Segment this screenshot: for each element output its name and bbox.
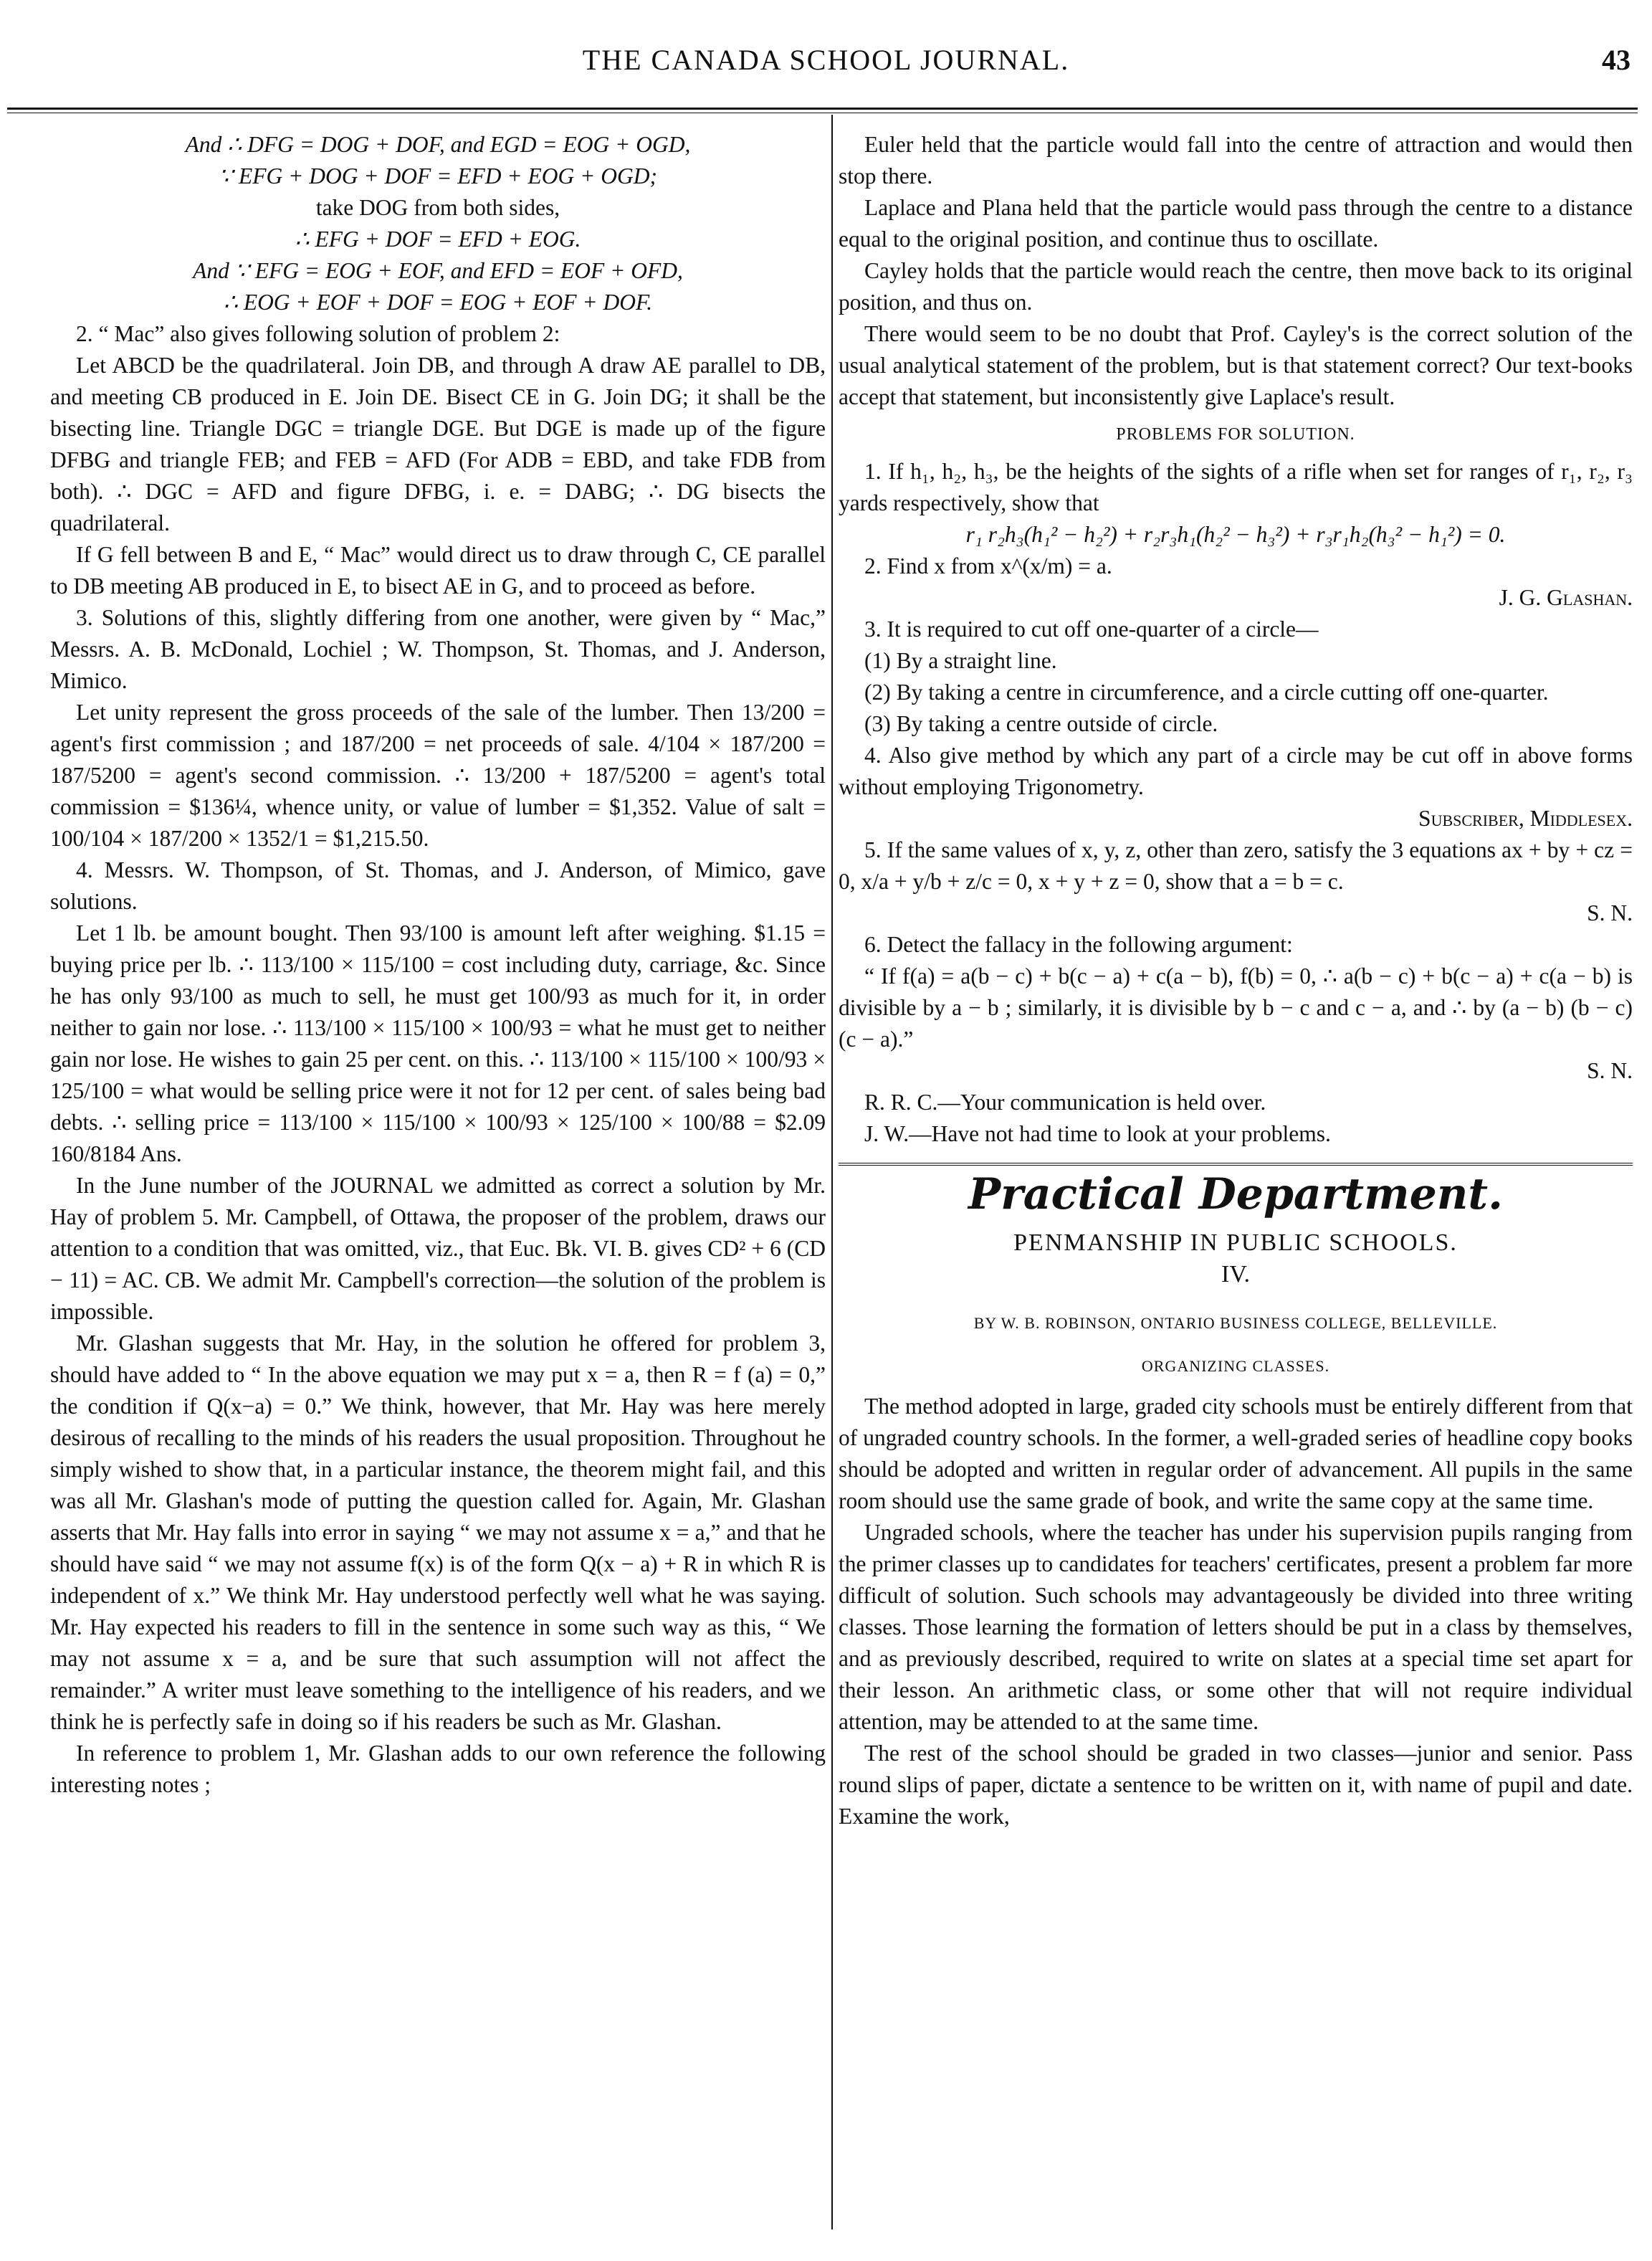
page-header — [0, 43, 1652, 86]
problem-2: 2. Find x from x^(x/m) = a. — [864, 553, 1112, 579]
equation-line: ∵ EFG + DOG + DOF = EFD + EOG + OGD; — [219, 163, 657, 189]
column-divider — [831, 115, 833, 2229]
problem-3-part: (1) By a straight line. — [864, 648, 1057, 673]
problem-5: 5. If the same values of x, y, z, other than zero, satisfy the 3 equations ax + by + cz = 0, x/a + y/b + z/c = 0, x + y + z = 0, show that a = b = c. — [839, 837, 1633, 894]
department-title: Practical Department. — [968, 1169, 1503, 1219]
byline: BY W. B. ROBINSON, ONTARIO BUSINESS COLLEGE, BELLEVILLE. — [973, 1314, 1498, 1332]
problem-4: 4. Also give method by which any part of a circle may be cut off in above forms without employing Trigonometry. — [839, 743, 1633, 799]
paragraph: In reference to problem 1, Mr. Glashan adds to our own reference the following interesting notes ; — [50, 1741, 826, 1797]
paragraph: The rest of the school should be graded in two classes—junior and senior. Pass round slips of paper, dictate a sentence to be written on it, with name of pupil and date. Examine the work, — [839, 1741, 1633, 1829]
subheading: ORGANIZING CLASSES. — [1141, 1357, 1330, 1375]
paragraph: Euler held that the particle would fall into the centre of attraction and would then stop there. — [839, 132, 1633, 189]
correspondent-note: J. W.—Have not had time to look at your problems. — [864, 1121, 1331, 1146]
page-number: 43 — [1602, 44, 1630, 76]
paragraph: Let 1 lb. be amount bought. Then 93/100 is amount left after weighing. $1.15 = buying price per lb. ∴ 113/100 × 115/100 = cost including duty, carriage, &c. Since he has only 93/100 as much to sell, he must get 100/93 as much for it, in order neither to gain nor lose. ∴ 113/100 × 115/100 × 100/93 = what he must get to neither gain nor lose. He wishes to gain 25 per cent. on this. ∴ 113/100 × 115/100 × 100/93 × 125/100 = what would be selling price were it not for 12 per cent. of sales being bad debts. ∴ selling price = 113/100 × 115/100 × 100/93 × 125/100 × 100/88 = $2.09 160/8184 Ans. — [50, 920, 826, 1166]
paragraph: Mr. Glashan suggests that Mr. Hay, in the solution he offered for problem 3, should have added to “ In the above equation we may put x = a, then R = f (a) = 0,” the condition if Q(x−a) = 0.” We think, however, that Mr. Hay was here merely desirous of recalling to the minds of his readers the usual proposition. Throughout he simply wished to show that, in a particular instance, the theorem might fail, and this was all Mr. Glashan's mode of putting the question called for. Again, Mr. Glashan asserts that Mr. Hay falls into error in saying “ we may not assume x = a,” and that he should have said “ we may not assume f(x) is of the form Q(x − a) + R in which R is independent of x.” We think Mr. Hay understood perfectly well what he was saying. Mr. Hay expected his readers to fill in the sentence in some such way as this, “ We may not assume x = a, and be sure that such assumption will not affect the remainder.” A writer must leave something to the intelligence of his readers, and we think he is perfectly safe in doing so if his readers be such as Mr. Glashan. — [50, 1331, 826, 1734]
problem-6: 6. Detect the fallacy in the following argument: — [864, 932, 1293, 957]
paragraph: 4. Messrs. W. Thompson, of St. Thomas, and J. Anderson, of Mimico, gave solutions. — [50, 857, 826, 914]
equation-line: ∴ EFG + DOF = EFD + EOG. — [295, 227, 581, 252]
problem-1: 1. If h₁, h₂, h₃, be the heights of the sights of a rifle when set for ranges of r₁, r₂, r₃ yards respectively, show that — [839, 459, 1633, 515]
equation-line: And ∵ EFG = EOG + EOF, and EFD = EOF + OFD, — [193, 258, 683, 283]
header-rule — [7, 108, 1638, 110]
left-column — [50, 129, 826, 2229]
paragraph: The method adopted in large, graded city schools must be entirely different from that of ungraded country schools. In the former, a well-graded series of headline copy books should be adopted and written in regular order of advancement. All pupils in the same room should use the same grade of book, and write the same copy at the same time. — [839, 1394, 1633, 1513]
paragraph: There would seem to be no doubt that Prof. Cayley's is the correct solution of the usual analytical statement of the problem, but is that statement correct? Our text-books accept that statement, but inconsistently give Laplace's result. — [839, 321, 1633, 409]
signature: Subscriber, Middlesex. — [1418, 806, 1633, 831]
signature: J. G. Glashan. — [1499, 585, 1633, 610]
section-rule — [839, 1163, 1633, 1166]
problems-heading: PROBLEMS FOR SOLUTION. — [1116, 425, 1355, 444]
journal-title: THE CANADA SCHOOL JOURNAL. — [582, 44, 1070, 76]
paragraph: Cayley holds that the particle would reach the centre, then move back to its original position, and thus on. — [839, 258, 1633, 315]
problem-3-part: (2) By taking a centre in circumference, and a circle cutting off one-quarter. — [864, 680, 1549, 705]
signature: S. N. — [1587, 1058, 1633, 1083]
article-number: IV. — [1221, 1261, 1250, 1287]
equation-line: And ∴ DFG = DOG + DOF, and EGD = EOG + OGD, — [185, 132, 691, 157]
problem-3-part: (3) By taking a centre outside of circle. — [864, 711, 1218, 736]
problem-3: 3. It is required to cut off one-quarter of a circle— — [864, 617, 1319, 642]
paragraph: 2. “ Mac” also gives following solution of problem 2: — [76, 321, 560, 346]
paragraph: Ungraded schools, where the teacher has under his supervision pupils ranging from the primer classes up to candidates for teachers' certificates, present a problem far more difficult of solution. Such schools may advantageously be divided into three writing classes. Those learning the formation of letters should be put in a class by themselves, and as previously described, required to write on slates at a special time set apart for their lesson. An arithmetic class, or some other that will not require individual attention, may be attended to at the same time. — [839, 1520, 1633, 1734]
problem-6-argument: “ If f(a) = a(b − c) + b(c − a) + c(a − b), f(b) = 0, ∴ a(b − c) + b(c − a) + c(a − b) is divisible by a − b ; similarly, it is divisible by b − c and c − a, and ∴ by (a − b) (b − c) (c − a).” — [839, 963, 1633, 1052]
article-title: PENMANSHIP IN PUBLIC SCHOOLS. — [1013, 1229, 1458, 1256]
paragraph: Laplace and Plana held that the particle would pass through the centre to a distance equal to the original position, and continue thus to oscillate. — [839, 195, 1633, 252]
correspondent-note: R. R. C.—Your communication is held over. — [864, 1090, 1266, 1115]
paragraph: Let unity represent the gross proceeds of the sale of the lumber. Then 13/200 = agent's first commission ; and 187/200 = net proceeds of sale. 4/104 × 187/200 = 187/5200 = agent's second commission. ∴ 13/200 + 187/5200 = agent's total commission = $136¼, whence unity, or value of lumber = $1,352. Value of salt = 100/104 × 187/200 × 1352/1 = $1,215.50. — [50, 700, 826, 851]
problem-1-equation: r₁ r₂h₃(h₁² − h₂²) + r₂r₃h₁(h₂² − h₃²) + r₃r₁h₂(h₃² − h₁²) = 0. — [965, 522, 1506, 547]
right-column — [839, 129, 1633, 2229]
equation-line: take DOG from both sides, — [315, 195, 560, 220]
paragraph: If G fell between B and E, “ Mac” would direct us to draw through C, CE parallel to DB meeting AB produced in E, to bisect AE in G, and to proceed as before. — [50, 542, 826, 599]
equation-line: ∴ EOG + EOF + DOF = EOG + EOF + DOF. — [223, 290, 653, 315]
paragraph: Let ABCD be the quadrilateral. Join DB, and through A draw AE parallel to DB, and meeting CB produced in E. Join DE. Bisect CE in G. Join DG; it shall be the bisecting line. Triangle DGC = triangle DGE. But DGE is made up of the figure DFBG and triangle FEB; and FEB = AFD (For ADB = EBD, and take FDB from both). ∴ DGC = AFD and figure DFBG, i. e. = DABG; ∴ DG bisects the quadrilateral. — [50, 353, 826, 536]
signature: S. N. — [1587, 900, 1633, 925]
paragraph: 3. Solutions of this, slightly differing from one another, were given by “ Mac,” Messrs. A. B. McDonald, Lochiel ; W. Thompson, St. Thomas, and J. Anderson, Mimico. — [50, 605, 826, 693]
paragraph: In the June number of the JOURNAL we admitted as correct a solution by Mr. Hay of problem 5. Mr. Campbell, of Ottawa, the proposer of the problem, draws our attention to a condition that was omitted, viz., that Euc. Bk. VI. B. gives CD² + 6 (CD − 11) = AC. CB. We admit Mr. Campbell's correction—the solution of the problem is impossible. — [50, 1173, 826, 1324]
